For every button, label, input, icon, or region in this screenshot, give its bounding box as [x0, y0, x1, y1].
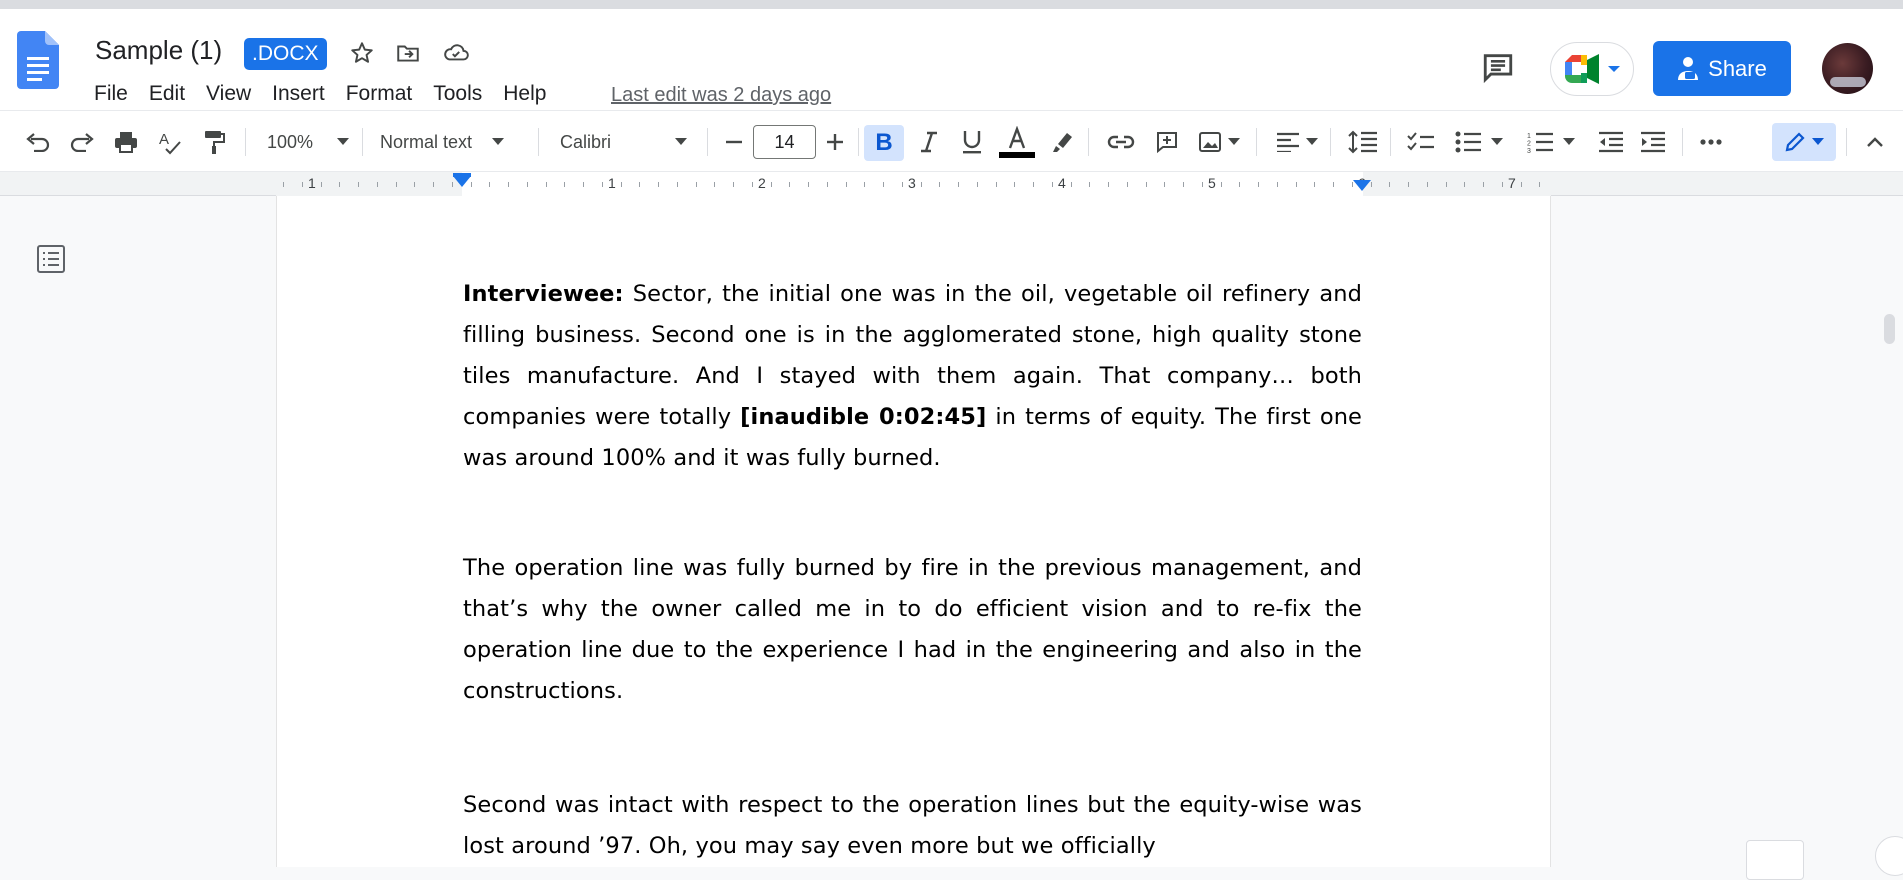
ruler-tick	[546, 182, 547, 187]
ruler-tick	[414, 182, 415, 187]
paragraph-text: in terms of equity. The first one was around 100% and it was fully burned.	[463, 404, 1362, 471]
paragraph-2[interactable]: The operation line was fully burned by fire in the previous management, and that’s why the owner called me in to do efficient vision and to re-fix the operation line due to the experience I had in the engineering and also in the constructions.	[463, 555, 1362, 704]
chevron-down-icon	[492, 138, 504, 146]
ruler-tick	[1014, 182, 1015, 187]
chevron-down-icon	[1812, 138, 1824, 146]
ruler-tick	[508, 182, 509, 187]
chevron-down-icon	[1306, 138, 1318, 146]
ruler-tick	[696, 182, 697, 187]
print-icon[interactable]	[108, 125, 144, 159]
ruler-tick	[602, 182, 603, 187]
pencil-icon	[1784, 131, 1806, 153]
ruler-tick	[1089, 182, 1090, 187]
ruler-number: 2	[758, 175, 766, 191]
ruler-tick	[1033, 182, 1034, 187]
share-label: Share	[1708, 55, 1767, 81]
ruler-number: 3	[908, 175, 916, 191]
more-options-icon[interactable]	[1692, 125, 1730, 159]
ruler-tick	[1071, 182, 1072, 187]
vertical-scrollbar-thumb[interactable]	[1884, 314, 1895, 344]
ruler-tick	[358, 182, 359, 187]
svg-text:1: 1	[1527, 133, 1531, 140]
ruler-tick	[1258, 182, 1259, 187]
paragraph-3[interactable]: Second was intact with respect to the operation lines but the equity-wise was lost around ’97. Oh, you may say even more but we officially	[463, 792, 1362, 859]
file-type-badge: .DOCX	[244, 38, 327, 70]
ruler-tick	[996, 182, 997, 187]
font-family-select[interactable]	[560, 125, 706, 159]
ruler-tick	[564, 182, 565, 187]
paragraph-1[interactable]	[463, 274, 1362, 479]
paragraph-style-value: Normal text	[380, 131, 473, 152]
right-indent-marker[interactable]	[1353, 180, 1371, 191]
zoom-select[interactable]	[258, 125, 358, 159]
comment-history-icon[interactable]	[1480, 50, 1520, 86]
menu-insert[interactable]: Insert	[272, 82, 325, 105]
inaudible-tag: [inaudible 0:02:45]	[740, 404, 987, 430]
ruler-tick	[583, 182, 584, 187]
insert-image-icon[interactable]	[1192, 125, 1246, 159]
ruler-tick	[1408, 182, 1409, 187]
menu-file[interactable]: File	[94, 82, 128, 105]
ruler-tick	[283, 182, 284, 187]
formatting-toolbar	[0, 110, 1903, 172]
menu-format[interactable]: Format	[345, 82, 413, 105]
add-comment-icon[interactable]	[1148, 125, 1186, 159]
ruler-tick	[1183, 182, 1184, 187]
ruler-tick	[489, 182, 490, 187]
ruler-tick	[1333, 182, 1334, 187]
ruler-tick	[921, 182, 922, 187]
decrease-indent-icon[interactable]	[1592, 125, 1630, 159]
explore-button[interactable]	[1746, 840, 1804, 880]
ruler-tick	[883, 182, 884, 187]
google-meet-icon	[1563, 54, 1603, 84]
paint-format-icon[interactable]	[196, 125, 232, 159]
paragraph-text: Sector, the initial one was in the oil, vegetable oil refinery and filling business. Second one is in the agglomerated stone, high quality stone tiles manufacture. And I stayed with them again. That company… both companies were totally	[463, 281, 1362, 430]
ruler-number: 1	[608, 175, 616, 191]
menu-edit[interactable]: Edit	[148, 82, 186, 105]
ruler-tick	[846, 182, 847, 187]
side-panel-toggle[interactable]	[1875, 836, 1903, 876]
horizontal-ruler	[0, 172, 1903, 196]
document-canvas	[0, 196, 1903, 867]
editing-mode-button[interactable]	[1772, 123, 1836, 161]
ruler-tick	[1464, 182, 1465, 187]
ruler-tick	[1277, 182, 1278, 187]
ruler-tick	[1108, 182, 1109, 187]
ruler-tick	[1239, 182, 1240, 187]
avatar[interactable]	[1822, 43, 1873, 94]
ruler-tick	[433, 182, 434, 187]
move-folder-icon[interactable]	[392, 37, 424, 69]
chevron-down-icon	[1607, 64, 1621, 74]
toolbar-divider	[1846, 128, 1847, 156]
ruler-tick	[677, 182, 678, 187]
ruler-tick	[621, 182, 622, 187]
increase-indent-icon[interactable]	[1634, 125, 1672, 159]
docs-header	[0, 9, 1903, 110]
star-icon[interactable]	[346, 37, 378, 69]
toolbar-divider	[1088, 128, 1089, 156]
ruler-tick	[339, 182, 340, 187]
browser-strip	[0, 0, 1903, 9]
ruler-tick	[1483, 182, 1484, 187]
ruler-number: 6	[1358, 175, 1366, 191]
speaker-label: Interviewee:	[463, 281, 624, 307]
ruler-tick	[977, 182, 978, 187]
ruler-tick	[1202, 182, 1203, 187]
font-size-input[interactable]: 14	[753, 125, 816, 159]
document-outline-icon[interactable]	[36, 244, 66, 279]
ruler-tick	[471, 182, 472, 187]
ruler-tick	[864, 182, 865, 187]
collapse-menus-icon[interactable]	[1860, 125, 1890, 159]
cloud-status-icon[interactable]	[440, 37, 472, 69]
decrease-font-size-icon[interactable]	[717, 125, 751, 159]
spellcheck-icon[interactable]	[152, 125, 188, 159]
ruler-tick	[321, 182, 322, 187]
bold-button[interactable]: B	[864, 125, 904, 161]
share-button[interactable]	[1653, 41, 1791, 96]
chevron-down-icon	[675, 138, 687, 146]
toolbar-divider	[1390, 128, 1391, 156]
ruler-tick	[1539, 182, 1540, 187]
meet-button[interactable]	[1550, 42, 1634, 96]
ruler-number: 5	[1208, 175, 1216, 191]
last-edit-link[interactable]: Last edit was 2 days ago	[611, 84, 832, 106]
redo-icon[interactable]	[64, 125, 100, 159]
ruler-tick	[1371, 182, 1372, 187]
ruler-tick	[527, 182, 528, 187]
ruler-tick	[1446, 182, 1447, 187]
italic-icon[interactable]	[910, 125, 948, 159]
toolbar-divider	[245, 128, 246, 156]
chevron-down-icon	[1491, 138, 1503, 146]
ruler-right-margin	[1363, 172, 1551, 196]
menu-view[interactable]: View	[206, 82, 252, 105]
toolbar-divider	[362, 128, 363, 156]
increase-font-size-icon[interactable]	[818, 125, 852, 159]
ruler-tick	[639, 182, 640, 187]
ruler-tick	[1521, 182, 1522, 187]
ruler-number: 7	[1508, 175, 1516, 191]
toolbar-divider	[1330, 128, 1331, 156]
toolbar-divider	[858, 128, 859, 156]
ruler-tick	[714, 182, 715, 187]
menu-help[interactable]: Help	[503, 82, 547, 105]
document-title[interactable]: Sample (1)	[95, 35, 223, 65]
ruler-tick	[752, 182, 753, 187]
menu-bar	[94, 82, 567, 106]
align-left-icon[interactable]	[1272, 125, 1322, 159]
ruler-tick	[808, 182, 809, 187]
font-family-value: Calibri	[560, 131, 612, 152]
toolbar-divider	[538, 128, 539, 156]
share-lock-icon	[1677, 56, 1699, 82]
ruler-tick	[658, 182, 659, 187]
toolbar-divider	[1256, 128, 1257, 156]
ruler-tick	[1127, 182, 1128, 187]
ruler-tick	[827, 182, 828, 187]
numbered-list-icon[interactable]	[1522, 125, 1580, 159]
ruler-tick	[1146, 182, 1147, 187]
ruler-tick	[302, 182, 303, 187]
google-docs-logo-icon[interactable]	[17, 31, 59, 89]
svg-text:A: A	[159, 131, 170, 148]
ruler-tick	[1164, 182, 1165, 187]
ruler-tick	[1296, 182, 1297, 187]
ruler-tick	[377, 182, 378, 187]
menu-tools[interactable]: Tools	[433, 82, 483, 105]
ruler-number: 4	[1058, 175, 1066, 191]
ruler-tick	[1052, 182, 1053, 187]
ruler-tick	[771, 182, 772, 187]
toolbar-divider	[1682, 128, 1683, 156]
ruler-tick	[1389, 182, 1390, 187]
ruler-tick	[1314, 182, 1315, 187]
ruler-tick	[789, 182, 790, 187]
chevron-down-icon	[337, 138, 349, 146]
svg-text:3: 3	[1527, 148, 1531, 153]
highlight-color-icon[interactable]	[1044, 125, 1082, 159]
ruler-tick	[939, 182, 940, 187]
ruler-number: 1	[308, 175, 316, 191]
left-indent-marker[interactable]	[453, 176, 471, 187]
bulleted-list-icon[interactable]	[1450, 125, 1508, 159]
text-color-icon[interactable]	[996, 125, 1038, 159]
ruler-tick	[1502, 182, 1503, 187]
ruler-tick	[396, 182, 397, 187]
insert-link-icon[interactable]	[1102, 125, 1140, 159]
undo-icon[interactable]	[20, 125, 56, 159]
ruler-tick	[958, 182, 959, 187]
chevron-down-icon	[1563, 138, 1575, 146]
line-spacing-icon[interactable]	[1344, 125, 1382, 159]
ruler-tick	[1427, 182, 1428, 187]
underline-icon[interactable]	[953, 125, 991, 159]
ruler-tick	[733, 182, 734, 187]
svg-text:2: 2	[1527, 140, 1531, 148]
toolbar-divider	[707, 128, 708, 156]
ruler-tick	[902, 182, 903, 187]
chevron-down-icon	[1228, 138, 1240, 146]
ruler-left-margin	[276, 172, 462, 196]
paragraph-style-select[interactable]	[380, 125, 526, 159]
zoom-value: 100%	[266, 131, 314, 152]
ruler-tick	[1221, 182, 1222, 187]
checklist-icon[interactable]	[1402, 125, 1440, 159]
